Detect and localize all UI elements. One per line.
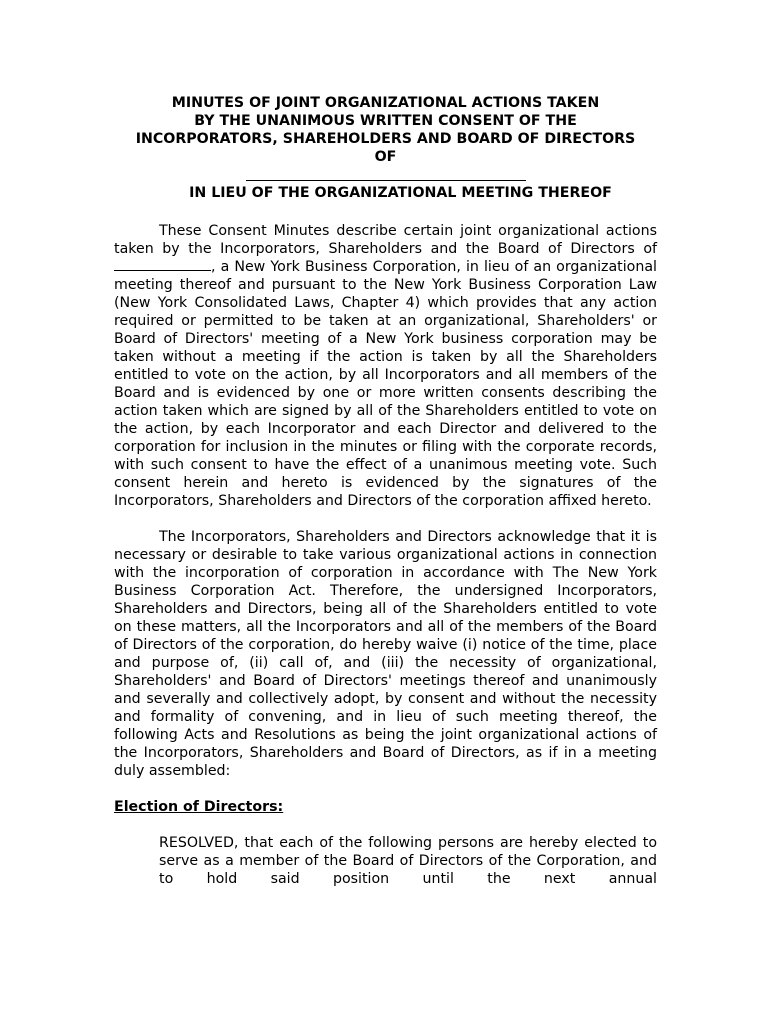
para1-end: , a New York Business Corporation, in lieu of an organizational meeting thereof and pursuant to the New York Business Corporation Law (New York Consolidated Laws, Chapter 4) which provides that any action required or permitted to be taken at an organizational, Shareholders' or Board of Directors' meeting of a New York business corporation may be taken without a meeting if the action is taken by all the Shareholders entitled to vote on the action, by all Incorporators and all members of the Board and is evidenced by one or more written consents describing the action taken which are signed by all of the Shareholders entitled to vote on the action, by each Incorporator and each Director and delivered to the corporation for inclusion in the minutes or filing with the corporate records, with such consent to have the effect of a unanimous meeting vote. Such consent herein and hereto is evidenced by the signatures of the Incorporators, Shareholders and Directors of the corporation affixed hereto. xyxy=(114,259,657,509)
document-page xyxy=(114,94,657,888)
company-name-blank xyxy=(246,166,526,181)
para1-start: These Consent Minutes describe certain joint organizational actions taken by the Incorporators, Shareholders and the Board of Directors of xyxy=(114,223,657,257)
title-line-2: BY THE UNANIMOUS WRITTEN CONSENT OF THE xyxy=(194,113,577,129)
title-line-4: OF xyxy=(374,149,397,165)
consent-paragraph xyxy=(114,222,657,510)
election-heading: Election of Directors: xyxy=(114,799,284,815)
document-title xyxy=(114,94,657,181)
title-line-3: INCORPORATORS, SHAREHOLDERS AND BOARD OF DIRECTORS xyxy=(135,131,636,147)
company-blank-inline xyxy=(114,258,211,271)
title-line-1: MINUTES OF JOINT ORGANIZATIONAL ACTIONS TAKEN xyxy=(171,95,600,111)
document-subtitle: IN LIEU OF THE ORGANIZATIONAL MEETING THEREOF xyxy=(189,185,612,201)
resolved-paragraph: RESOLVED, that each of the following persons are hereby elected to serve as a member of the Board of Directors of the Corporation, and to hold said position until the next annual xyxy=(159,835,657,887)
acknowledgement-paragraph: The Incorporators, Shareholders and Directors acknowledge that it is necessary or desirable to take various organizational actions in connection with the incorporation of corporation in accordance with The New York Business Corporation Act. Therefore, the undersigned Incorporators, Shareholders and Directors, being all of the Shareholders entitled to vote on these matters, all the Incorporators and all of the members of the Board of Directors of the corporation, do hereby waive (i) notice of the time, place and purpose of, (ii) call of, and (iii) the necessity of organizational, Shareholders' and Board of Directors' meetings thereof and unanimously and severally and collectively adopt, by consent and without the necessity and formality of convening, and in lieu of such meeting thereof, the following Acts and Resolutions as being the joint organizational actions of the Incorporators, Shareholders and Board of Directors, as if in a meeting duly assembled: xyxy=(114,529,657,779)
